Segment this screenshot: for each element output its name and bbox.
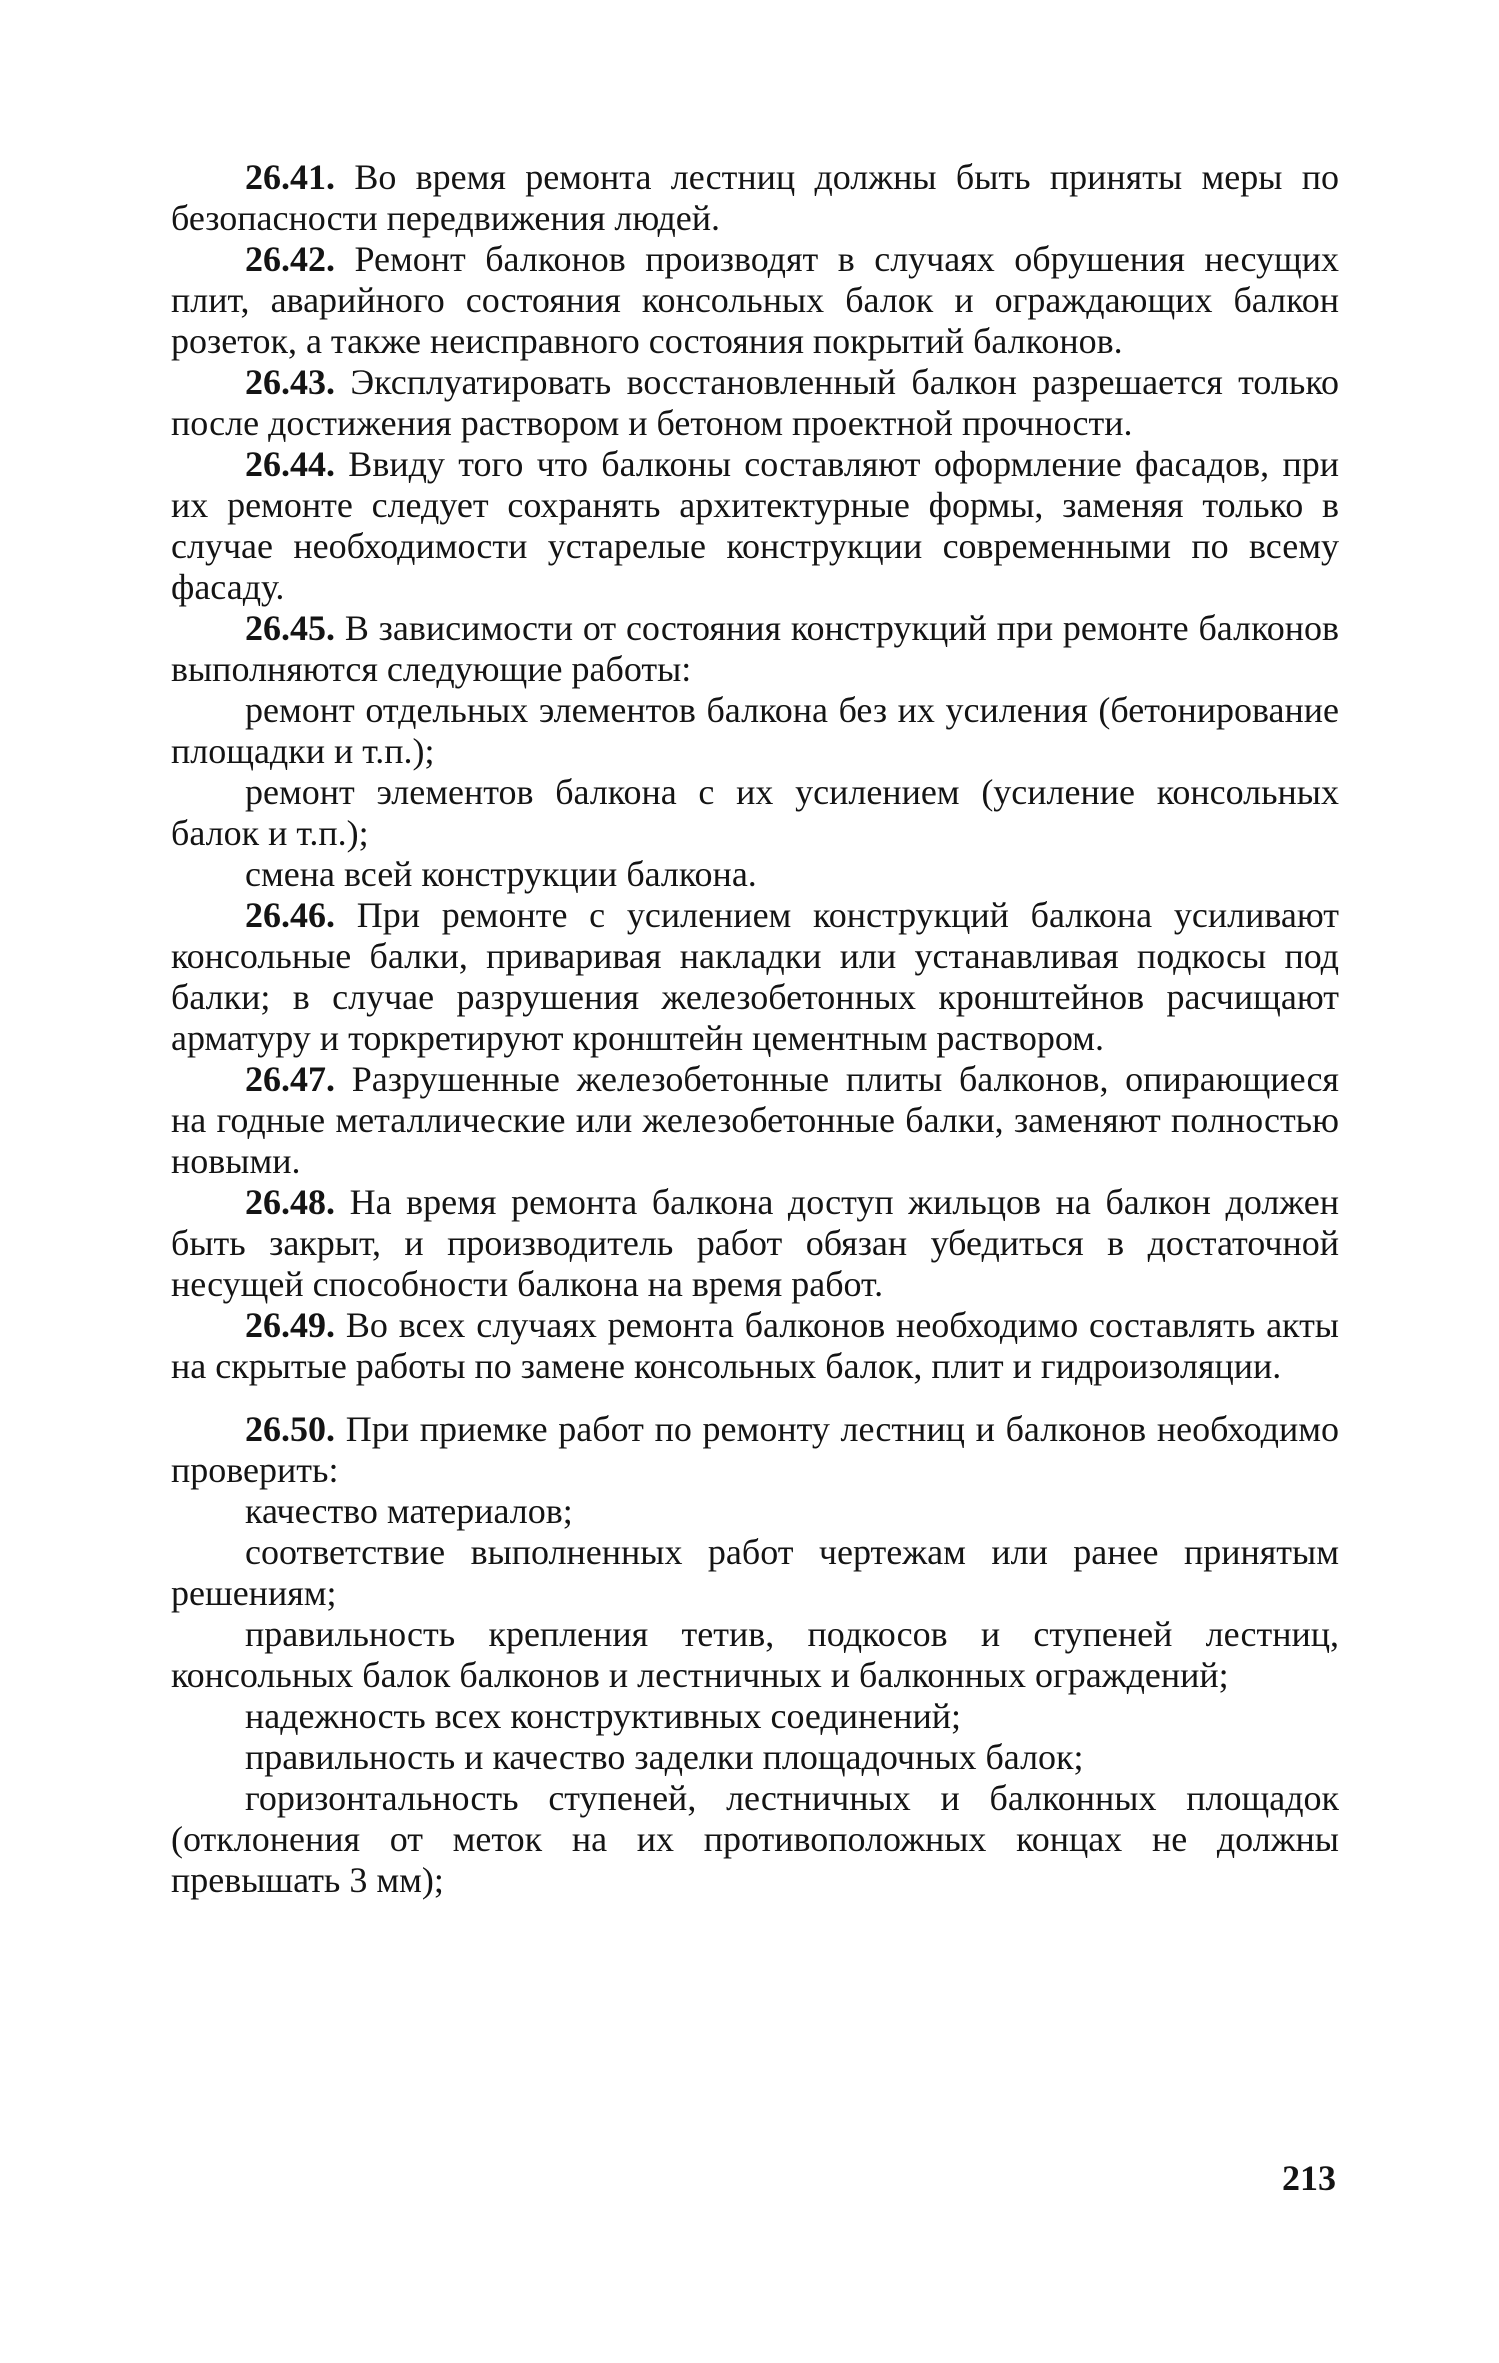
- paragraph-number: 26.44.: [245, 444, 335, 484]
- paragraph-26-48: [171, 1182, 1339, 1305]
- paragraph-text: Ремонт балконов производят в случаях обрушения несущих плит, аварийного состояния консольных балок и ограждающих балкон розеток, а также неисправного состояния покрытий балконов.: [171, 239, 1339, 361]
- paragraph-text: На время ремонта балкона доступ жильцов на балкон должен быть закрыт, и производитель работ обязан убедиться в достаточной несущей способности балкона на время работ.: [171, 1182, 1339, 1304]
- paragraph-text: Во время ремонта лестниц должны быть приняты меры по безопасности передвижения людей.: [171, 157, 1339, 238]
- list-item-26-45-2: [171, 772, 1339, 854]
- list-item-26-45-1: [171, 690, 1339, 772]
- page-number: 213: [1282, 2158, 1336, 2198]
- list-item-26-50-5: [171, 1737, 1339, 1778]
- list-item-text: качество материалов;: [245, 1491, 573, 1531]
- paragraph-text: Эксплуатировать восстановленный балкон разрешается только после достижения раствором и бетоном проектной прочности.: [171, 362, 1339, 443]
- paragraph-number: 26.49.: [245, 1305, 335, 1345]
- paragraph-number: 26.47.: [245, 1059, 335, 1099]
- list-item-text: горизонтальность ступеней, лестничных и балконных площадок (отклонения от меток на их противоположных концах не должны превышать 3 мм);: [171, 1778, 1339, 1900]
- paragraph-number: 26.48.: [245, 1182, 335, 1222]
- paragraph-gap: [171, 1387, 1339, 1409]
- paragraph-number: 26.45.: [245, 608, 335, 648]
- paragraph-text: В зависимости от состояния конструкций при ремонте балконов выполняются следующие работы:: [171, 608, 1339, 689]
- list-item-text: соответствие выполненных работ чертежам или ранее принятым решениям;: [171, 1532, 1339, 1613]
- paragraph-26-43: [171, 362, 1339, 444]
- list-item-text: ремонт отдельных элементов балкона без их усиления (бетонирование площадки и т.п.);: [171, 690, 1339, 771]
- list-item-26-50-6: [171, 1778, 1339, 1901]
- paragraph-26-42: [171, 239, 1339, 362]
- paragraph-text: При ремонте с усилением конструкций балкона усиливают консольные балки, приваривая накладки или устанавливая подкосы под балки; в случае разрушения железобетонных кронштейнов расчищают арматуру и торкретируют кронштейн цементным раствором.: [171, 895, 1339, 1058]
- list-item-26-50-3: [171, 1614, 1339, 1696]
- paragraph-26-47: [171, 1059, 1339, 1182]
- list-item-text: смена всей конструкции балкона.: [245, 854, 757, 894]
- paragraph-number: 26.46.: [245, 895, 335, 935]
- body-text: [171, 157, 1339, 1901]
- paragraph-number: 26.41.: [245, 157, 335, 197]
- paragraph-number: 26.50.: [245, 1409, 335, 1449]
- paragraph-text: При приемке работ по ремонту лестниц и балконов необходимо проверить:: [171, 1409, 1339, 1490]
- paragraph-26-49: [171, 1305, 1339, 1387]
- list-item-text: правильность крепления тетив, подкосов и ступеней лестниц, консольных балок балконов и лестничных и балконных ограждений;: [171, 1614, 1339, 1695]
- paragraph-number: 26.42.: [245, 239, 335, 279]
- paragraph-text: Во всех случаях ремонта балконов необходимо составлять акты на скрытые работы по замене консольных балок, плит и гидроизоляции.: [171, 1305, 1339, 1386]
- list-item-text: ремонт элементов балкона с их усилением (усиление консольных балок и т.п.);: [171, 772, 1339, 853]
- paragraph-26-50: [171, 1409, 1339, 1491]
- paragraph-26-41: [171, 157, 1339, 239]
- list-item-text: правильность и качество заделки площадочных балок;: [245, 1737, 1084, 1777]
- list-item-26-50-2: [171, 1532, 1339, 1614]
- paragraph-text: Ввиду того что балконы составляют оформление фасадов, при их ремонте следует сохранять архитектурные формы, заменяя только в случае необходимости устарелые конструкции современными по всему фасаду.: [171, 444, 1339, 607]
- list-item-text: надежность всех конструктивных соединений;: [245, 1696, 962, 1736]
- paragraph-number: 26.43.: [245, 362, 335, 402]
- list-item-26-50-1: [171, 1491, 1339, 1532]
- list-item-26-50-4: [171, 1696, 1339, 1737]
- paragraph-26-46: [171, 895, 1339, 1059]
- list-item-26-45-3: [171, 854, 1339, 895]
- paragraph-26-44: [171, 444, 1339, 608]
- paragraph-text: Разрушенные железобетонные плиты балконов, опирающиеся на годные металлические или железобетонные балки, заменяют полностью новыми.: [171, 1059, 1339, 1181]
- paragraph-26-45: [171, 608, 1339, 690]
